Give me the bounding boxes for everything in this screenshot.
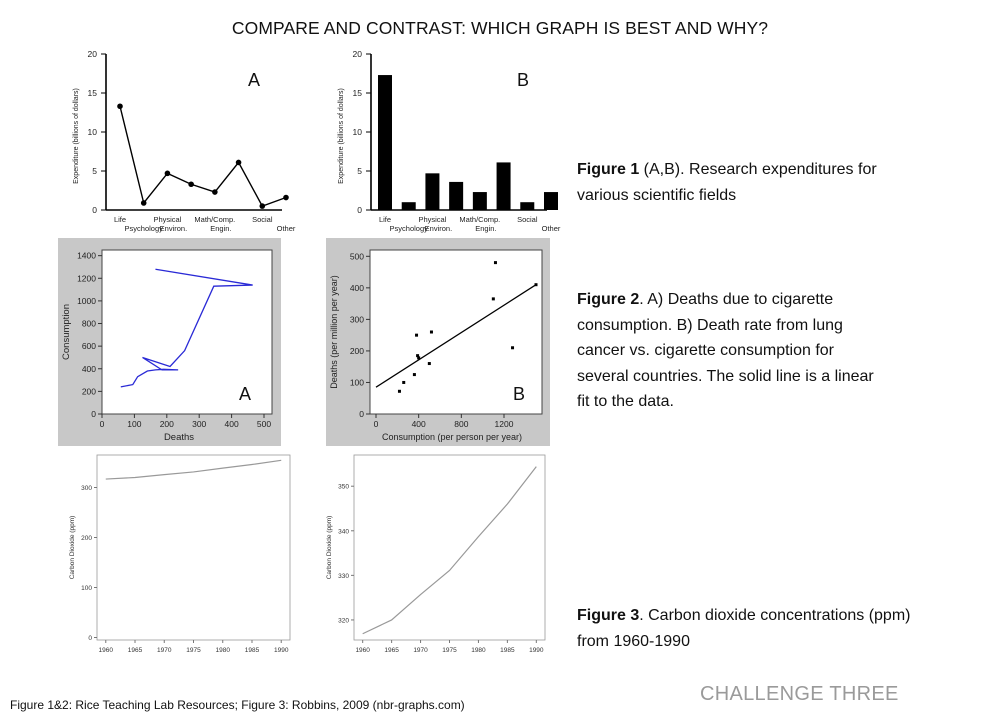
fig1a-category-label: Math/Comp. [194, 215, 236, 224]
fig2b-point [511, 346, 514, 349]
fig2b-point [428, 362, 431, 365]
fig1a-category-label: Life [113, 215, 127, 224]
fig1a-y-tick-label: 0 [92, 205, 97, 215]
fig1b-y-tick-label: 15 [352, 88, 362, 98]
source-citation: Figure 1&2: Rice Teaching Lab Resources; Figure 3: Robbins, 2009 (nbr-graphs.com) [10, 698, 465, 712]
fig2b-x-tick-label: 800 [454, 419, 469, 429]
fig1a-category-label: Engin. [210, 224, 232, 233]
fig1a-point [141, 200, 147, 206]
fig1b-category-label: Other [541, 224, 561, 233]
fig2b-panel-label: B [513, 384, 526, 404]
fig2b-y-axis-title: Deaths (per million per year) [329, 275, 339, 389]
fig3a-y-tick-label: 200 [81, 535, 92, 542]
fig1a-category-label: Psychology [124, 224, 163, 233]
fig1b-category-label: Physical [418, 215, 447, 224]
fig2b-x-axis-title: Consumption (per person per year) [381, 432, 523, 442]
fig3b-x-tick-label: 1965 [384, 647, 399, 654]
fig3b-chart [322, 447, 550, 659]
fig3b-plot-area [354, 455, 545, 640]
fig1a-category-label: Other [276, 224, 296, 233]
figure3-caption-bold: Figure 3 [577, 607, 640, 624]
fig2b-y-tick-label: 500 [349, 251, 364, 262]
fig2a-y-tick-label: 800 [81, 318, 96, 329]
fig2b-point [535, 283, 538, 286]
fig1a-point [283, 195, 289, 201]
fig1a-point [259, 203, 265, 209]
fig3a-x-tick-label: 1970 [157, 647, 172, 654]
fig1a-y-tick-label: 20 [87, 49, 97, 59]
fig1b-bar [544, 192, 558, 210]
figure3-caption-text: . Carbon dioxide concentrations (ppm) from 1960-1990 [577, 607, 911, 650]
fig1a-point [212, 189, 218, 195]
figure2-caption-bold: Figure 2 [577, 291, 640, 308]
fig3a-y-tick-label: 0 [88, 635, 92, 642]
fig3b-x-tick-label: 1960 [355, 647, 370, 654]
fig2a-y-tick-label: 1200 [77, 273, 96, 284]
slide-title: COMPARE AND CONTRAST: WHICH GRAPH IS BEST AND WHY? [231, 18, 769, 38]
fig1b-panel-label: B [517, 70, 530, 90]
fig1a-series-line [120, 106, 286, 206]
fig3a-x-tick-label: 1980 [215, 647, 230, 654]
fig1b-bar [520, 202, 534, 210]
fig2b-point [413, 373, 416, 376]
fig1a-panel-label: A [248, 70, 261, 90]
fig3a-y-axis-title: Carbon Dioxide (ppm) [69, 515, 76, 580]
fig2b-point [415, 334, 418, 337]
fig2a-y-tick-label: 0 [91, 409, 96, 419]
fig2a-x-axis-title: Deaths [163, 432, 195, 443]
fig2b-point [494, 261, 497, 264]
fig1b-bar [425, 173, 439, 210]
fig2a-chart [58, 238, 281, 446]
fig3a-x-tick-label: 1960 [98, 647, 114, 654]
figure2-caption-text: . A) Deaths due to cigarette consumption. B) Death rate from lung cancer vs. cigarette consumption for several countries. The solid line is a linear fit to the data. [577, 291, 874, 410]
fig2a-y-tick-label: 200 [81, 386, 96, 397]
fig3a-x-tick-label: 1975 [186, 647, 201, 654]
fig2b-y-tick-label: 400 [349, 282, 364, 293]
fig2a-panel-label: A [239, 384, 252, 404]
fig1a-y-axis-title: Expenditure (billions of dollars) [73, 88, 80, 184]
fig1b-y-axis-title: Expenditure (billions of dollars) [338, 88, 345, 184]
fig2a-x-tick-label: 0 [99, 419, 105, 429]
fig1b-y-tick-label: 20 [352, 49, 362, 59]
fig1a-category-label: Environ. [159, 224, 188, 233]
fig3a-x-tick-label: 1985 [244, 647, 260, 654]
fig2a-x-tick-label: 500 [256, 419, 272, 429]
fig1a-y-tick-label: 5 [92, 166, 97, 176]
fig3a-chart [70, 447, 295, 659]
fig3a-y-tick-label: 100 [81, 585, 92, 592]
fig1b-bar [449, 182, 463, 210]
fig3a-x-tick-label: 1965 [127, 647, 143, 654]
fig2a-x-tick-label: 400 [224, 419, 239, 429]
fig1b-category-label: Social [517, 215, 538, 224]
fig2a-y-tick-label: 400 [81, 363, 96, 374]
fig3b-x-tick-label: 1990 [529, 647, 544, 654]
fig3b-y-tick-label: 350 [338, 483, 349, 491]
figure3-caption [577, 603, 917, 654]
fig1b-y-tick-label: 0 [357, 205, 362, 215]
fig1b-category-label: Engin. [475, 224, 497, 233]
fig1a-y-tick-label: 15 [87, 88, 97, 98]
fig2b-point [492, 297, 495, 300]
fig1a-point [165, 171, 171, 177]
fig2b-x-tick-label: 1200 [494, 419, 514, 429]
fig3a-plot-area [97, 455, 290, 640]
fig3b-x-tick-label: 1970 [413, 647, 428, 654]
fig2a-x-tick-label: 100 [127, 419, 142, 429]
fig3b-y-axis-title: Carbon Dioxide (ppm) [326, 515, 333, 580]
fig2a-y-axis-title: Consumption [61, 304, 72, 360]
fig3b-x-tick-label: 1985 [500, 647, 515, 654]
fig2a-y-tick-label: 600 [81, 341, 96, 352]
fig2b-point [417, 356, 420, 359]
fig1a-point [236, 160, 242, 166]
fig1b-chart [325, 42, 560, 238]
fig2b-y-tick-label: 0 [359, 409, 364, 419]
fig2b-x-tick-label: 0 [373, 419, 379, 429]
fig2b-y-tick-label: 100 [349, 377, 364, 388]
fig3a-x-tick-label: 1990 [273, 647, 289, 654]
figure2-caption [577, 287, 887, 415]
fig2b-point [398, 390, 401, 393]
fig2b-x-tick-label: 400 [411, 419, 426, 429]
fig1b-category-label: Psychology [389, 224, 428, 233]
fig1a-category-label: Social [252, 215, 273, 224]
fig1b-category-label: Life [378, 215, 392, 224]
fig2b-point [430, 331, 433, 334]
fig2a-y-tick-label: 1400 [77, 250, 96, 261]
fig2a-y-tick-label: 1000 [77, 295, 96, 306]
fig1a-chart [60, 42, 295, 238]
fig2b-point [402, 381, 405, 384]
fig3b-y-tick-label: 320 [338, 617, 349, 625]
fig1a-point [117, 103, 123, 109]
fig1a-category-label: Physical [153, 215, 182, 224]
fig1b-category-label: Math/Comp. [459, 215, 501, 224]
fig3b-x-tick-label: 1975 [442, 647, 457, 654]
fig1b-bar [402, 202, 416, 210]
fig2a-x-tick-label: 200 [159, 419, 174, 429]
fig2a-x-tick-label: 300 [192, 419, 207, 429]
fig1b-category-label: Environ. [424, 224, 453, 233]
fig1b-bar [473, 192, 487, 210]
fig1b-bar [497, 162, 511, 210]
fig1b-bar [378, 75, 392, 210]
fig3b-y-tick-label: 330 [338, 572, 349, 580]
figure1-caption-text: (A,B). Research expenditures for various scientific fields [577, 161, 877, 204]
fig2b-chart [326, 238, 550, 446]
fig1b-y-tick-label: 5 [357, 166, 362, 176]
fig2b-y-tick-label: 200 [349, 345, 364, 356]
challenge-label: CHALLENGE THREE [700, 683, 899, 705]
figure1-caption-bold: Figure 1 [577, 161, 640, 178]
fig3a-y-tick-label: 300 [81, 485, 92, 492]
fig3b-x-tick-label: 1980 [471, 647, 486, 654]
fig2b-y-tick-label: 300 [349, 314, 364, 325]
fig1b-y-tick-label: 10 [352, 127, 362, 137]
figure1-caption [577, 157, 877, 208]
fig1a-point [188, 181, 194, 187]
fig3b-y-tick-label: 340 [338, 528, 349, 536]
fig1a-y-tick-label: 10 [87, 127, 97, 137]
